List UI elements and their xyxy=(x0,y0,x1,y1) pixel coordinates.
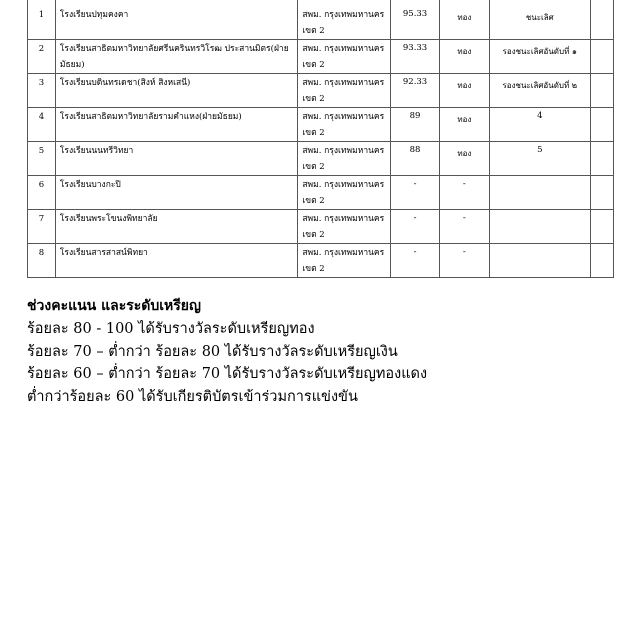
table-row xyxy=(28,40,614,74)
education-area-cell: สพม. กรุงเทพมหานคร เขต 2 xyxy=(298,244,391,278)
rank-cell: 6 xyxy=(28,176,56,210)
award-value: 4 xyxy=(537,111,543,121)
medal-value: ทอง xyxy=(457,115,472,124)
education-area-cell: สพม. กรุงเทพมหานคร เขต 2 xyxy=(298,74,391,108)
award-cell xyxy=(489,142,590,176)
table-row xyxy=(28,108,614,142)
medal-cell xyxy=(439,176,489,210)
medal-cell xyxy=(439,0,489,40)
score-value: - xyxy=(413,247,417,257)
medal-cell xyxy=(439,244,489,278)
medal-cell xyxy=(439,74,489,108)
award-cell xyxy=(489,74,590,108)
school-name-cell: โรงเรียนบางกะปิ xyxy=(55,176,298,210)
score-cell xyxy=(391,0,440,40)
medal-value: - xyxy=(462,179,466,189)
blank-cell xyxy=(590,142,613,176)
criteria-silver-line: ร้อยละ 70 – ต่ำกว่า ร้อยละ 80 ได้รับรางวัลระดับเหรียญเงิน xyxy=(27,343,398,360)
award-cell xyxy=(489,210,590,244)
school-name-cell: โรงเรียนบดินทรเดชา(สิงห์ สิงหเสนี) xyxy=(55,74,298,108)
school-name-cell: โรงเรียนปทุมคงคา xyxy=(55,0,298,40)
table-row xyxy=(28,210,614,244)
criteria-gold-line: ร้อยละ 80 - 100 ได้รับรางวัลระดับเหรียญทอง xyxy=(27,321,315,337)
medal-cell xyxy=(439,210,489,244)
education-area-cell: สพม. กรุงเทพมหานคร เขต 2 xyxy=(298,40,391,74)
blank-cell xyxy=(590,74,613,108)
rank-cell: 3 xyxy=(28,74,56,108)
school-name-cell: โรงเรียนนนทรีวิทยา xyxy=(55,142,298,176)
score-value: - xyxy=(413,179,417,189)
medal-cell xyxy=(439,142,489,176)
medal-value: ทอง xyxy=(457,47,472,56)
score-cell xyxy=(391,108,440,142)
score-cell xyxy=(391,142,440,176)
criteria-heading: ช่วงคะแนน และระดับเหรียญ xyxy=(27,298,201,314)
medal-value: - xyxy=(462,213,466,223)
school-name-cell: โรงเรียนสารสาสน์พิทยา xyxy=(55,244,298,278)
table-row xyxy=(28,176,614,210)
blank-cell xyxy=(590,176,613,210)
results-table xyxy=(27,0,614,278)
score-cell xyxy=(391,176,440,210)
rank-cell: 4 xyxy=(28,108,56,142)
medal-value: ทอง xyxy=(457,13,472,22)
score-cell xyxy=(391,210,440,244)
medal-value: ทอง xyxy=(457,81,472,90)
score-value: 89 xyxy=(409,111,421,121)
award-value: รองชนะเลิศอันดับที่ ๒ xyxy=(502,81,578,90)
education-area-cell: สพม. กรุงเทพมหานคร เขต 2 xyxy=(298,176,391,210)
rank-cell: 7 xyxy=(28,210,56,244)
award-value: ชนะเลิศ xyxy=(525,13,554,22)
award-cell xyxy=(489,0,590,40)
school-name-cell: โรงเรียนสาธิตมหาวิทยาลัยรามคำแหง(ฝ่ายมัธยม) xyxy=(55,108,298,142)
award-cell xyxy=(489,176,590,210)
criteria-participation-line: ต่ำกว่าร้อยละ 60 ได้รับเกียรติบัตรเข้าร่วมการแข่งขัน xyxy=(27,388,358,405)
medal-cell xyxy=(439,40,489,74)
rank-cell: 1 xyxy=(28,0,56,40)
award-cell xyxy=(489,40,590,74)
blank-cell xyxy=(590,0,613,40)
score-value: 95.33 xyxy=(402,9,428,19)
school-name-cell: โรงเรียนพระโขนงพิทยาลัย xyxy=(55,210,298,244)
medal-value: ทอง xyxy=(457,149,472,158)
table-row xyxy=(28,142,614,176)
score-criteria-section xyxy=(27,294,617,408)
medal-value: - xyxy=(462,247,466,257)
medal-cell xyxy=(439,108,489,142)
school-name-cell: โรงเรียนสาธิตมหาวิทยาลัยศรีนครินทรวิโรฒ ประสานมิตร(ฝ่ายมัธยม) xyxy=(55,40,298,74)
score-value: 92.33 xyxy=(402,77,428,87)
award-value: 5 xyxy=(537,145,543,155)
criteria-bronze-line: ร้อยละ 60 – ต่ำกว่า ร้อยละ 70 ได้รับรางวัลระดับเหรียญทองแดง xyxy=(27,366,428,382)
score-value: - xyxy=(413,213,417,223)
award-cell xyxy=(489,108,590,142)
education-area-cell: สพม. กรุงเทพมหานคร เขต 2 xyxy=(298,210,391,244)
score-value: 88 xyxy=(409,145,421,155)
blank-cell xyxy=(590,210,613,244)
award-value: รองชนะเลิศอันดับที่ ๑ xyxy=(502,47,577,56)
score-cell xyxy=(391,40,440,74)
blank-cell xyxy=(590,40,613,74)
table-row xyxy=(28,0,614,40)
award-cell xyxy=(489,244,590,278)
education-area-cell: สพม. กรุงเทพมหานคร เขต 2 xyxy=(298,108,391,142)
table-row xyxy=(28,244,614,278)
score-cell xyxy=(391,74,440,108)
education-area-cell: สพม. กรุงเทพมหานคร เขต 2 xyxy=(298,142,391,176)
rank-cell: 8 xyxy=(28,244,56,278)
score-value: 93.33 xyxy=(402,43,428,53)
blank-cell xyxy=(590,244,613,278)
blank-cell xyxy=(590,108,613,142)
rank-cell: 2 xyxy=(28,40,56,74)
education-area-cell: สพม. กรุงเทพมหานคร เขต 2 xyxy=(298,0,391,40)
rank-cell: 5 xyxy=(28,142,56,176)
table-row xyxy=(28,74,614,108)
score-cell xyxy=(391,244,440,278)
